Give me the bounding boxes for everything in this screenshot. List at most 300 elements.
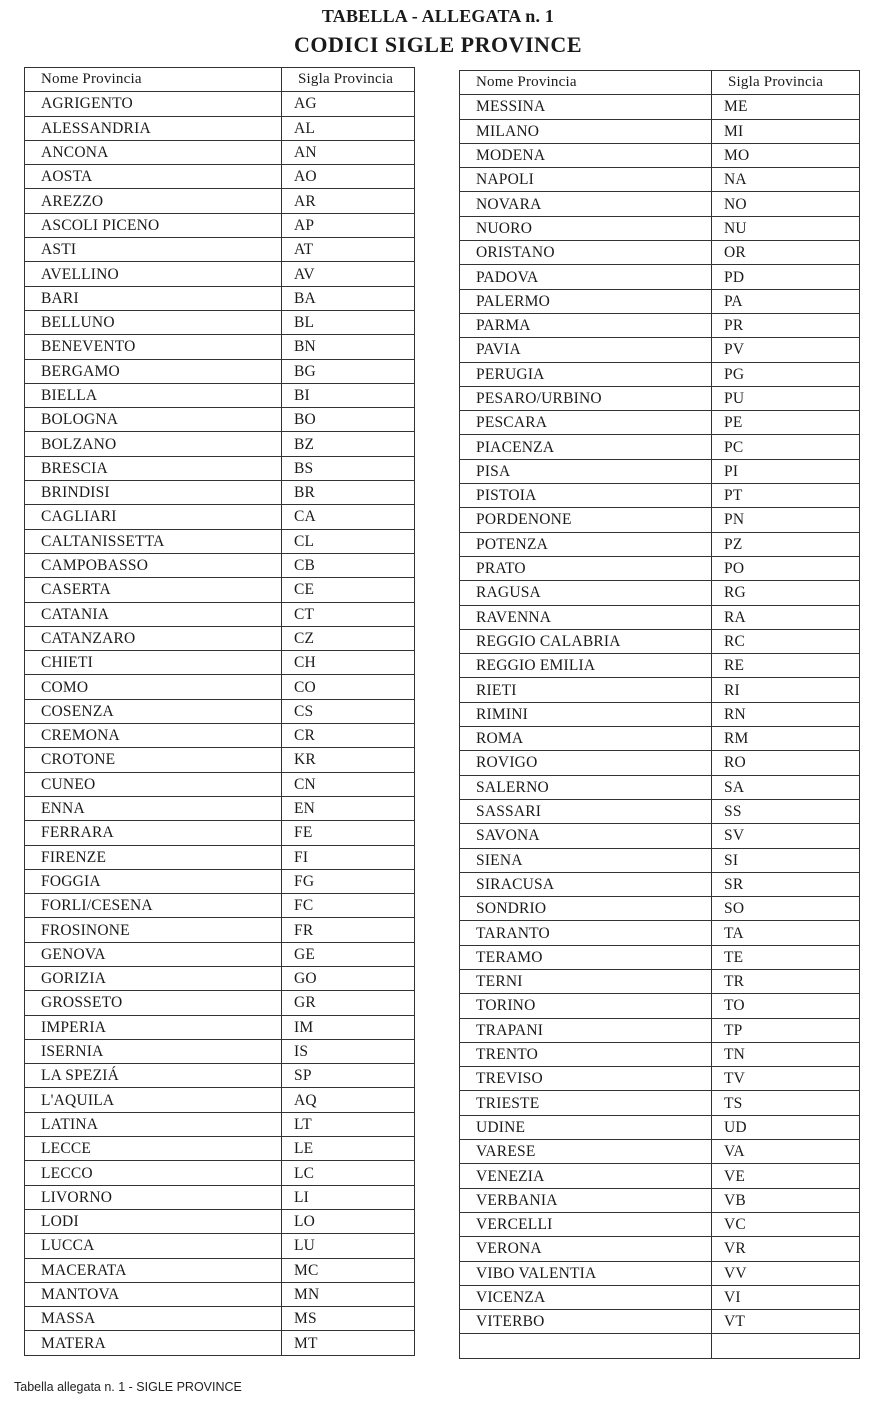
province-name: BRESCIA bbox=[25, 456, 282, 480]
table-row bbox=[460, 119, 860, 143]
province-name: BERGAMO bbox=[25, 359, 282, 383]
province-code: VT bbox=[712, 1310, 860, 1334]
table-row bbox=[460, 508, 860, 532]
province-name: LIVORNO bbox=[25, 1185, 282, 1209]
table-row bbox=[25, 116, 415, 140]
table-row bbox=[460, 1091, 860, 1115]
table-row bbox=[25, 505, 415, 529]
province-code: TP bbox=[712, 1018, 860, 1042]
province-code: TV bbox=[712, 1067, 860, 1091]
table-row bbox=[25, 748, 415, 772]
province-name: LECCE bbox=[25, 1137, 282, 1161]
province-name: AVELLINO bbox=[25, 262, 282, 286]
province-code: MO bbox=[712, 143, 860, 167]
province-code: AL bbox=[282, 116, 415, 140]
province-code: TN bbox=[712, 1042, 860, 1066]
table-row bbox=[25, 383, 415, 407]
table-row bbox=[25, 894, 415, 918]
province-name: BIELLA bbox=[25, 383, 282, 407]
province-code: ME bbox=[712, 95, 860, 119]
province-name: PORDENONE bbox=[460, 508, 712, 532]
province-name: CUNEO bbox=[25, 772, 282, 796]
province-name: SASSARI bbox=[460, 799, 712, 823]
table-row bbox=[460, 143, 860, 167]
province-name: NAPOLI bbox=[460, 168, 712, 192]
province-name: TRAPANI bbox=[460, 1018, 712, 1042]
table-row bbox=[460, 605, 860, 629]
table-row bbox=[460, 1067, 860, 1091]
table-row bbox=[460, 945, 860, 969]
table-row bbox=[25, 1088, 415, 1112]
province-code: TS bbox=[712, 1091, 860, 1115]
province-code: FG bbox=[282, 869, 415, 893]
province-name: VENEZIA bbox=[460, 1164, 712, 1188]
province-name: VIBO VALENTIA bbox=[460, 1261, 712, 1285]
table-row bbox=[25, 310, 415, 334]
province-code: VV bbox=[712, 1261, 860, 1285]
province-code: LO bbox=[282, 1209, 415, 1233]
province-name: LATINA bbox=[25, 1112, 282, 1136]
province-name: PIACENZA bbox=[460, 435, 712, 459]
province-name: PESARO/URBINO bbox=[460, 386, 712, 410]
province-code: BZ bbox=[282, 432, 415, 456]
province-name: LUCCA bbox=[25, 1234, 282, 1258]
province-code: IS bbox=[282, 1039, 415, 1063]
province-code: PG bbox=[712, 362, 860, 386]
table-row bbox=[460, 95, 860, 119]
province-code: LI bbox=[282, 1185, 415, 1209]
province-name: CAGLIARI bbox=[25, 505, 282, 529]
province-name: FOGGIA bbox=[25, 869, 282, 893]
province-code: FC bbox=[282, 894, 415, 918]
province-name: ROMA bbox=[460, 727, 712, 751]
table-row bbox=[25, 1112, 415, 1136]
province-code: RI bbox=[712, 678, 860, 702]
province-code: RM bbox=[712, 727, 860, 751]
province-code: OR bbox=[712, 241, 860, 265]
table-row bbox=[25, 1015, 415, 1039]
province-code: CE bbox=[282, 578, 415, 602]
province-code: LT bbox=[282, 1112, 415, 1136]
province-name: COSENZA bbox=[25, 699, 282, 723]
province-name: CATANIA bbox=[25, 602, 282, 626]
province-name: ALESSANDRIA bbox=[25, 116, 282, 140]
table-row bbox=[460, 1285, 860, 1309]
province-code: VB bbox=[712, 1188, 860, 1212]
column-header-code: Sigla Provincia bbox=[712, 71, 860, 95]
province-code: PV bbox=[712, 338, 860, 362]
table-row bbox=[25, 724, 415, 748]
province-code: IM bbox=[282, 1015, 415, 1039]
province-name: TERAMO bbox=[460, 945, 712, 969]
province-name: PAVIA bbox=[460, 338, 712, 362]
province-code: NO bbox=[712, 192, 860, 216]
province-code: PD bbox=[712, 265, 860, 289]
province-name: MATERA bbox=[25, 1331, 282, 1355]
province-name: BOLZANO bbox=[25, 432, 282, 456]
province-table-right bbox=[459, 70, 860, 1359]
province-code: CB bbox=[282, 553, 415, 577]
table-row bbox=[460, 994, 860, 1018]
table-row bbox=[25, 529, 415, 553]
province-code: GO bbox=[282, 966, 415, 990]
province-name: PESCARA bbox=[460, 411, 712, 435]
table-row bbox=[25, 262, 415, 286]
province-name: COMO bbox=[25, 675, 282, 699]
province-code: VA bbox=[712, 1140, 860, 1164]
table-row bbox=[25, 651, 415, 675]
province-code: BR bbox=[282, 481, 415, 505]
province-code: TR bbox=[712, 969, 860, 993]
table-header-row bbox=[460, 71, 860, 95]
table-row bbox=[25, 578, 415, 602]
table-row bbox=[25, 1064, 415, 1088]
province-name: FIRENZE bbox=[25, 845, 282, 869]
province-code: AQ bbox=[282, 1088, 415, 1112]
province-code: UD bbox=[712, 1115, 860, 1139]
table-row bbox=[25, 1209, 415, 1233]
table-row bbox=[460, 1140, 860, 1164]
province-code: TA bbox=[712, 921, 860, 945]
province-code: VE bbox=[712, 1164, 860, 1188]
province-code: AN bbox=[282, 140, 415, 164]
province-code: AR bbox=[282, 189, 415, 213]
table-row bbox=[460, 216, 860, 240]
table-row bbox=[460, 1212, 860, 1236]
province-name: LODI bbox=[25, 1209, 282, 1233]
province-code: SO bbox=[712, 897, 860, 921]
province-name: PISA bbox=[460, 459, 712, 483]
province-code: RO bbox=[712, 751, 860, 775]
province-name: TRIESTE bbox=[460, 1091, 712, 1115]
table-row bbox=[460, 654, 860, 678]
table-row bbox=[25, 626, 415, 650]
table-row bbox=[460, 1237, 860, 1261]
province-code: EN bbox=[282, 796, 415, 820]
table-row bbox=[460, 265, 860, 289]
table-row bbox=[460, 872, 860, 896]
province-name: TRENTO bbox=[460, 1042, 712, 1066]
province-name: NUORO bbox=[460, 216, 712, 240]
table-body-right bbox=[460, 95, 860, 1358]
table-row bbox=[25, 675, 415, 699]
table-row bbox=[460, 799, 860, 823]
province-code: NU bbox=[712, 216, 860, 240]
province-code: AV bbox=[282, 262, 415, 286]
province-code: RC bbox=[712, 629, 860, 653]
table-row bbox=[25, 213, 415, 237]
province-code: CR bbox=[282, 724, 415, 748]
table-row bbox=[25, 796, 415, 820]
table-row bbox=[25, 1234, 415, 1258]
province-code: FE bbox=[282, 821, 415, 845]
table-row bbox=[460, 1115, 860, 1139]
province-code: TO bbox=[712, 994, 860, 1018]
table-row bbox=[460, 532, 860, 556]
document-subtitle: CODICI SIGLE PROVINCE bbox=[294, 32, 582, 57]
table-row bbox=[25, 481, 415, 505]
province-name: NOVARA bbox=[460, 192, 712, 216]
province-name: RAGUSA bbox=[460, 581, 712, 605]
province-code: SR bbox=[712, 872, 860, 896]
province-name: ROVIGO bbox=[460, 751, 712, 775]
table-row bbox=[460, 192, 860, 216]
table-row bbox=[460, 969, 860, 993]
table-row bbox=[25, 918, 415, 942]
province-name: BRINDISI bbox=[25, 481, 282, 505]
province-name: VARESE bbox=[460, 1140, 712, 1164]
province-code: BA bbox=[282, 286, 415, 310]
province-code: PC bbox=[712, 435, 860, 459]
table-row bbox=[25, 602, 415, 626]
province-code: FI bbox=[282, 845, 415, 869]
province-code: RA bbox=[712, 605, 860, 629]
province-name: MILANO bbox=[460, 119, 712, 143]
table-row bbox=[460, 581, 860, 605]
province-name: POTENZA bbox=[460, 532, 712, 556]
table-row bbox=[460, 702, 860, 726]
table-row bbox=[460, 1261, 860, 1285]
province-name: MACERATA bbox=[25, 1258, 282, 1282]
table-row bbox=[460, 848, 860, 872]
province-code: AO bbox=[282, 165, 415, 189]
province-name: UDINE bbox=[460, 1115, 712, 1139]
table-row bbox=[460, 411, 860, 435]
province-code: SI bbox=[712, 848, 860, 872]
province-name: BELLUNO bbox=[25, 310, 282, 334]
province-code: TE bbox=[712, 945, 860, 969]
province-name: MESSINA bbox=[460, 95, 712, 119]
table-row bbox=[460, 556, 860, 580]
column-header-name: Nome Provincia bbox=[460, 71, 712, 95]
province-name: PADOVA bbox=[460, 265, 712, 289]
province-name: CROTONE bbox=[25, 748, 282, 772]
table-row bbox=[25, 432, 415, 456]
table-row bbox=[460, 1164, 860, 1188]
province-code: BO bbox=[282, 408, 415, 432]
table-row bbox=[25, 1185, 415, 1209]
table-row bbox=[25, 238, 415, 262]
table-row bbox=[460, 459, 860, 483]
province-name: AGRIGENTO bbox=[25, 92, 282, 116]
province-code: MS bbox=[282, 1307, 415, 1331]
province-code: LU bbox=[282, 1234, 415, 1258]
province-code: CT bbox=[282, 602, 415, 626]
province-name: SALERNO bbox=[460, 775, 712, 799]
table-row bbox=[25, 991, 415, 1015]
table-row bbox=[460, 751, 860, 775]
province-name: FROSINONE bbox=[25, 918, 282, 942]
column-header-code: Sigla Provincia bbox=[282, 68, 415, 92]
province-name: RIMINI bbox=[460, 702, 712, 726]
province-code: NA bbox=[712, 168, 860, 192]
province-name: PARMA bbox=[460, 313, 712, 337]
province-name: PALERMO bbox=[460, 289, 712, 313]
province-name: MASSA bbox=[25, 1307, 282, 1331]
province-name: PISTOIA bbox=[460, 484, 712, 508]
province-name: ANCONA bbox=[25, 140, 282, 164]
province-name: CASERTA bbox=[25, 578, 282, 602]
province-name: MANTOVA bbox=[25, 1282, 282, 1306]
province-code: CZ bbox=[282, 626, 415, 650]
province-code: RE bbox=[712, 654, 860, 678]
province-code: BS bbox=[282, 456, 415, 480]
province-name: CREMONA bbox=[25, 724, 282, 748]
province-name: IMPERIA bbox=[25, 1015, 282, 1039]
province-name: VICENZA bbox=[460, 1285, 712, 1309]
province-name: L'AQUILA bbox=[25, 1088, 282, 1112]
province-name: MODENA bbox=[460, 143, 712, 167]
province-code: BL bbox=[282, 310, 415, 334]
province-code: BG bbox=[282, 359, 415, 383]
province-name: LECCO bbox=[25, 1161, 282, 1185]
province-name: PRATO bbox=[460, 556, 712, 580]
table-row bbox=[25, 165, 415, 189]
province-code: PI bbox=[712, 459, 860, 483]
table-row bbox=[460, 678, 860, 702]
province-name: RIETI bbox=[460, 678, 712, 702]
table-row bbox=[460, 1334, 860, 1358]
page-footer: Tabella allegata n. 1 - SIGLE PROVINCE bbox=[14, 1380, 242, 1394]
province-code: VI bbox=[712, 1285, 860, 1309]
province-code: RN bbox=[712, 702, 860, 726]
province-code bbox=[712, 1334, 860, 1358]
table-row bbox=[460, 1042, 860, 1066]
province-code: SA bbox=[712, 775, 860, 799]
province-name: CAMPOBASSO bbox=[25, 553, 282, 577]
province-name: ASTI bbox=[25, 238, 282, 262]
table-row bbox=[25, 1282, 415, 1306]
province-code: PT bbox=[712, 484, 860, 508]
province-name: BENEVENTO bbox=[25, 335, 282, 359]
table-row bbox=[460, 629, 860, 653]
province-name: FORLI/CESENA bbox=[25, 894, 282, 918]
province-code: VR bbox=[712, 1237, 860, 1261]
province-name: ISERNIA bbox=[25, 1039, 282, 1063]
province-code: SS bbox=[712, 799, 860, 823]
table-row bbox=[25, 189, 415, 213]
province-code: SV bbox=[712, 824, 860, 848]
province-name: BOLOGNA bbox=[25, 408, 282, 432]
province-code: PZ bbox=[712, 532, 860, 556]
document-title: TABELLA - ALLEGATA n. 1 bbox=[321, 6, 555, 26]
province-code: PO bbox=[712, 556, 860, 580]
table-row bbox=[460, 484, 860, 508]
province-name: BARI bbox=[25, 286, 282, 310]
province-name: RAVENNA bbox=[460, 605, 712, 629]
province-code: CH bbox=[282, 651, 415, 675]
province-name: GENOVA bbox=[25, 942, 282, 966]
table-row bbox=[460, 921, 860, 945]
table-row bbox=[25, 1331, 415, 1355]
province-name: TERNI bbox=[460, 969, 712, 993]
province-code: KR bbox=[282, 748, 415, 772]
province-code: SP bbox=[282, 1064, 415, 1088]
province-code: MN bbox=[282, 1282, 415, 1306]
province-name: SIRACUSA bbox=[460, 872, 712, 896]
province-code: CS bbox=[282, 699, 415, 723]
province-name: TARANTO bbox=[460, 921, 712, 945]
province-code: AT bbox=[282, 238, 415, 262]
province-name: VERBANIA bbox=[460, 1188, 712, 1212]
table-row bbox=[460, 313, 860, 337]
table-row bbox=[25, 1258, 415, 1282]
province-name: SIENA bbox=[460, 848, 712, 872]
province-code: CA bbox=[282, 505, 415, 529]
table-row bbox=[25, 359, 415, 383]
province-name: ASCOLI PICENO bbox=[25, 213, 282, 237]
table-row bbox=[460, 386, 860, 410]
province-name: GROSSETO bbox=[25, 991, 282, 1015]
table-row bbox=[25, 821, 415, 845]
table-row bbox=[460, 435, 860, 459]
province-name: CATANZARO bbox=[25, 626, 282, 650]
province-code: MT bbox=[282, 1331, 415, 1355]
province-name: VERCELLI bbox=[460, 1212, 712, 1236]
province-name: CALTANISSETTA bbox=[25, 529, 282, 553]
table-row bbox=[460, 362, 860, 386]
table-row bbox=[25, 772, 415, 796]
province-code: PA bbox=[712, 289, 860, 313]
province-code: PR bbox=[712, 313, 860, 337]
table-row bbox=[25, 869, 415, 893]
table-row bbox=[25, 845, 415, 869]
province-code: AG bbox=[282, 92, 415, 116]
province-code: AP bbox=[282, 213, 415, 237]
province-name: GORIZIA bbox=[25, 966, 282, 990]
province-name bbox=[460, 1334, 712, 1358]
province-code: FR bbox=[282, 918, 415, 942]
province-code: PU bbox=[712, 386, 860, 410]
table-row bbox=[25, 92, 415, 116]
province-name: SAVONA bbox=[460, 824, 712, 848]
province-name: PERUGIA bbox=[460, 362, 712, 386]
province-code: MC bbox=[282, 1258, 415, 1282]
province-code: LE bbox=[282, 1137, 415, 1161]
province-code: MI bbox=[712, 119, 860, 143]
table-row bbox=[25, 408, 415, 432]
table-row bbox=[25, 966, 415, 990]
province-name: TORINO bbox=[460, 994, 712, 1018]
province-name: AREZZO bbox=[25, 189, 282, 213]
province-name: ENNA bbox=[25, 796, 282, 820]
table-row bbox=[25, 553, 415, 577]
table-row bbox=[460, 727, 860, 751]
table-row bbox=[460, 338, 860, 362]
table-row bbox=[460, 1310, 860, 1334]
province-code: RG bbox=[712, 581, 860, 605]
province-code: CO bbox=[282, 675, 415, 699]
table-row bbox=[25, 942, 415, 966]
table-row bbox=[25, 286, 415, 310]
province-code: LC bbox=[282, 1161, 415, 1185]
province-name: CHIETI bbox=[25, 651, 282, 675]
province-table-left bbox=[24, 67, 415, 1356]
province-name: TREVISO bbox=[460, 1067, 712, 1091]
table-row bbox=[25, 1039, 415, 1063]
province-name: VITERBO bbox=[460, 1310, 712, 1334]
province-name: LA SPEZIÁ bbox=[25, 1064, 282, 1088]
province-name: SONDRIO bbox=[460, 897, 712, 921]
province-code: GE bbox=[282, 942, 415, 966]
province-name: ORISTANO bbox=[460, 241, 712, 265]
province-code: GR bbox=[282, 991, 415, 1015]
table-row bbox=[25, 456, 415, 480]
table-row bbox=[25, 335, 415, 359]
province-code: PN bbox=[712, 508, 860, 532]
table-row bbox=[25, 699, 415, 723]
table-row bbox=[25, 1137, 415, 1161]
